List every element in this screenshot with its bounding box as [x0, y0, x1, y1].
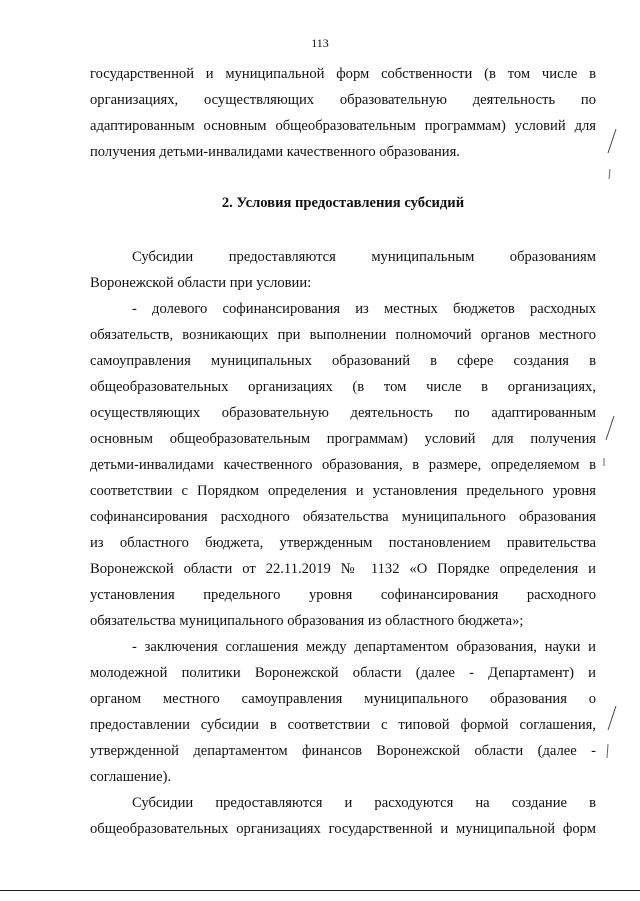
text-line: соглашение). — [90, 769, 172, 785]
scan-mark-icon — [598, 410, 618, 470]
text-line: обязательства муниципального образования из областного бюджета»; — [90, 613, 524, 629]
text-line: общеобразовательных организациях государственной и муниципальной форм — [90, 821, 596, 837]
text-line: получения детьми-инвалидами качественного образования. — [90, 144, 460, 160]
page-number: 113 — [311, 36, 329, 50]
text-line: Воронежской области при условии: — [90, 275, 312, 291]
text-line: адаптированным основным общеобразовательным программам) условий для — [90, 118, 596, 134]
text-line: молодежной политики Воронежской области (далее - Департамент) и — [90, 665, 596, 681]
text-line: самоуправления муниципальных образований в сфере создания в — [90, 353, 596, 369]
text-line: Субсидии предоставляются и расходуются на создание в — [132, 795, 596, 811]
text-line: детьми-инвалидами качественного образования, в размере, определяемом в — [90, 457, 596, 473]
text-line: - долевого софинансирования из местных бюджетов расходных — [132, 301, 596, 317]
scan-mark-icon — [600, 125, 620, 185]
text-line: организациях, осуществляющих образовательную деятельность по — [90, 92, 596, 108]
text-line: осуществляющих образовательную деятельность по адаптированным — [90, 405, 596, 421]
text-line: Воронежской области от 22.11.2019 № 1132 «О Порядке определения и — [90, 561, 596, 577]
text-line: соответствии с Порядком определения и установления предельного уровня — [90, 483, 596, 499]
text-line: установления предельного уровня софинансирования расходного — [90, 587, 596, 603]
scan-mark-icon — [600, 700, 620, 770]
text-line: софинансирования расходного обязательства муниципального образования — [90, 509, 596, 525]
text-line: утвержденной департаментом финансов Воронежской области (далее - — [90, 743, 596, 759]
section-heading: 2. Условия предоставления субсидий — [221, 195, 465, 211]
text-line: из областного бюджета, утвержденным постановлением правительства — [90, 535, 596, 551]
text-line: Субсидии предоставляются муниципальным образованиям — [132, 249, 596, 265]
page-bottom-rule — [0, 890, 640, 891]
text-line: органом местного самоуправления муниципального образования о — [90, 691, 596, 707]
text-line: обязательств, возникающих при выполнении полномочий органов местного — [90, 327, 596, 343]
text-line: государственной и муниципальной форм собственности (в том числе в — [90, 66, 596, 82]
text-line: предоставлении субсидии в соответствии с типовой формой соглашения, — [90, 717, 596, 733]
text-line: общеобразовательных организациях (в том числе в организациях, — [90, 379, 596, 395]
text-line: основным общеобразовательным программам) условий для получения — [90, 431, 596, 447]
text-line: - заключения соглашения между департаментом образования, науки и — [132, 639, 596, 655]
